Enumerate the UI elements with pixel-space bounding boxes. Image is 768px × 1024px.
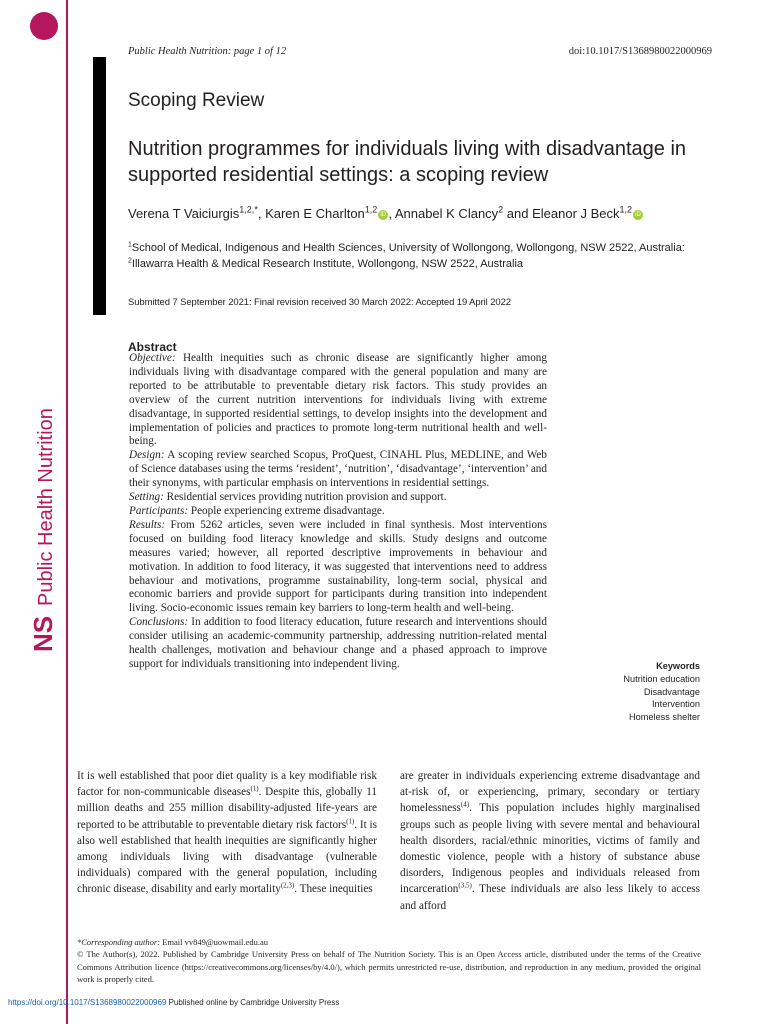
body-text: . These inequities	[294, 883, 373, 896]
abstract-section-text: From 5262 articles, seven were included in final synthesis. Most interventions focused on building food literacy knowledge and skills. Study designs and outcome measures varied; however, all reported descriptive improvements in behaviour and motivation. In addition to food literacy, it was suggested that interventions need to address behaviour and motivations, programme sustainability, long-term social, physical and economic barriers and provide support for participants during transition into independent living. Socio-economic issues remain key barriers to long-term health and well-being.	[129, 518, 547, 615]
keyword-item: Nutrition education	[623, 673, 700, 684]
abstract-section	[129, 616, 547, 672]
article-title: Nutrition programmes for individuals living with disadvantage in supported residential settings: a scoping review	[128, 138, 687, 186]
corresponding-email[interactable]: Email vv849@uowmail.edu.au	[160, 937, 268, 947]
citation-ref[interactable]: (3,5)	[458, 881, 472, 890]
abstract-section	[129, 491, 547, 505]
orcid-icon[interactable]: iD	[633, 210, 643, 220]
abstract-section	[129, 449, 547, 491]
body-column-right	[400, 768, 700, 914]
abstract-heading: Abstract	[128, 340, 177, 354]
footnote	[77, 936, 701, 985]
journal-name: Public Health Nutrition	[35, 408, 57, 606]
running-head: Public Health Nutrition: page 1 of 12	[128, 46, 287, 57]
orcid-icon[interactable]: iD	[378, 210, 388, 220]
author-affil-marker: 1,2,	[239, 204, 255, 215]
abstract-section-text: In addition to food literacy education, future research and interventions should consider utilising an academic-community partnership, addressing nutrition-related mental health challenges, motivation and behaviour change and a phased approach to improve support for individuals transitioning into independent living.	[129, 616, 547, 670]
submission-dates: Submitted 7 September 2021: Final revision received 30 March 2022: Accepted 19 April 2022	[128, 297, 511, 308]
copyright-notice: © The Author(s), 2022. Published by Cambridge University Press on behalf of The Nutrition Society. This is an Open Access article, distributed under the terms of the Creative Commons Attribution licence (https://creativecommons.org/licenses/by/4.0/), which permits unrestricted re-use, distribution, and reproduction in any medium, provided the original work is properly cited.	[77, 949, 701, 984]
keywords-heading: Keywords	[656, 661, 700, 671]
abstract-section-label: Conclusions:	[129, 616, 189, 629]
body-text: It is well established that poor diet quality is a key modifiable risk factor for non-communicable diseases	[77, 770, 377, 799]
published-online	[8, 998, 339, 1007]
body-text: . These individuals are also less likely to access and afford	[400, 883, 700, 912]
author-list: Verena T Vaiciurgis$^{1,2,*}$, Karen E Charlton$^{1,2}$ iD , Annabel K Clancy$^2$ and Eleanor J Beck$^{1,2}$ iD	[128, 205, 718, 222]
doi-link[interactable]: https://doi.org/10.1017/S1368980022000969	[8, 998, 167, 1007]
keywords	[623, 660, 700, 724]
doi: doi:10.1017/S1368980022000969	[568, 46, 712, 57]
journal-sidebar	[20, 390, 70, 660]
keyword-item: Homeless shelter	[629, 712, 700, 723]
abstract-section-text: People experiencing extreme disadvantage.	[188, 504, 385, 517]
author-affil-marker: 1,2	[619, 204, 633, 215]
author-affil-marker: 2	[498, 204, 504, 215]
abstract-section-text: Residential services providing nutrition provision and support.	[163, 491, 447, 504]
abstract-section-text: Health inequities such as chronic disease are significantly higher among individuals living with disadvantage compared with the general population and many are reported to be attributable to preventable dietary risk factors. This study provides an overview of the current nutrition interventions for individuals living with extreme disadvantage, in supported residential settings, to develop insights into the development and implementation of policies and practices to promote long-term nutritional health and well-being.	[129, 352, 547, 448]
abstract-section-label: Results:	[129, 518, 166, 531]
affiliation	[128, 240, 728, 256]
abstract-section	[129, 505, 547, 519]
abstract-section-label: Participants:	[129, 504, 189, 517]
author-affil-marker: 1,2	[364, 204, 378, 215]
header-bar	[93, 57, 106, 315]
author-name: Annabel K Clancy	[394, 206, 499, 221]
author-name: Verena T Vaiciurgis	[128, 206, 240, 221]
keyword-item: Intervention	[651, 699, 700, 710]
section-label: Scoping Review	[128, 90, 265, 111]
abstract-body	[129, 352, 547, 672]
affiliation-text: Illawarra Health & Medical Research Institute, Wollongong, NSW 2522, Australia	[131, 258, 524, 270]
abstract-section-label: Setting:	[129, 491, 164, 504]
journal-logo-mark: NS	[28, 615, 58, 652]
body-text: are greater in individuals experiencing extreme disadvantage and at-risk of, or experiencing, primary, secondary or tertiary homelessness	[400, 770, 700, 815]
abstract-section-label: Design:	[129, 449, 165, 462]
publisher-logo-icon	[30, 12, 58, 40]
author-name: Karen E Charlton	[265, 206, 365, 221]
published-online-text: Published online by Cambridge University Press	[166, 998, 340, 1007]
abstract-section-label: Objective:	[129, 352, 176, 364]
affiliation-number: 2	[128, 257, 132, 265]
citation-ref[interactable]: (1)	[250, 784, 259, 793]
abstract-section	[129, 352, 547, 449]
citation-ref[interactable]: (4)	[460, 800, 470, 809]
body-text: . Despite this, globally 11 million deaths and 255 million disability-adjusted life-years are reported to be attributable to preventable dietary risk factors	[77, 786, 378, 831]
affiliation-number: 1	[128, 241, 132, 249]
keyword-item: Disadvantage	[643, 686, 700, 697]
author-name: Eleanor J Beck	[532, 206, 620, 221]
abstract-section	[129, 519, 547, 616]
affiliations	[128, 240, 728, 272]
body-column-left	[77, 768, 377, 898]
body-text: . This population includes highly marginalised groups such as people living with severe mental and behavioural health disorders, racial/ethnic minorities, victims of family and domestic violence, people with a history of substance abuse disorders, Indigenous peoples and individuals released from incarceration	[400, 802, 700, 896]
affiliation-text: School of Medical, Indigenous and Health Sciences, University of Wollongong, Wollongong, NSW 2522, Australia:	[131, 242, 685, 254]
corresponding-asterisk: *	[254, 204, 258, 215]
abstract-section-text: A scoping review searched Scopus, ProQuest, CINAHL Plus, MEDLINE, and Web of Science databases using the terms ‘resident’, ‘nutrition’, ‘disadvantage’, ‘intervention’ and their synonyms, with particular emphasis on interventions in residential settings.	[129, 449, 547, 490]
citation-ref[interactable]: (1)	[346, 816, 355, 825]
body-text: . It is also well established that health inequities are significantly higher among individuals living with disadvantage (vulnerable individuals) compared with the general population, including chronic disease, disability and early mortality	[77, 818, 378, 896]
citation-ref[interactable]: (2,3)	[280, 881, 295, 890]
affiliation	[128, 256, 728, 272]
corresponding-label: *Corresponding author:	[77, 937, 161, 947]
